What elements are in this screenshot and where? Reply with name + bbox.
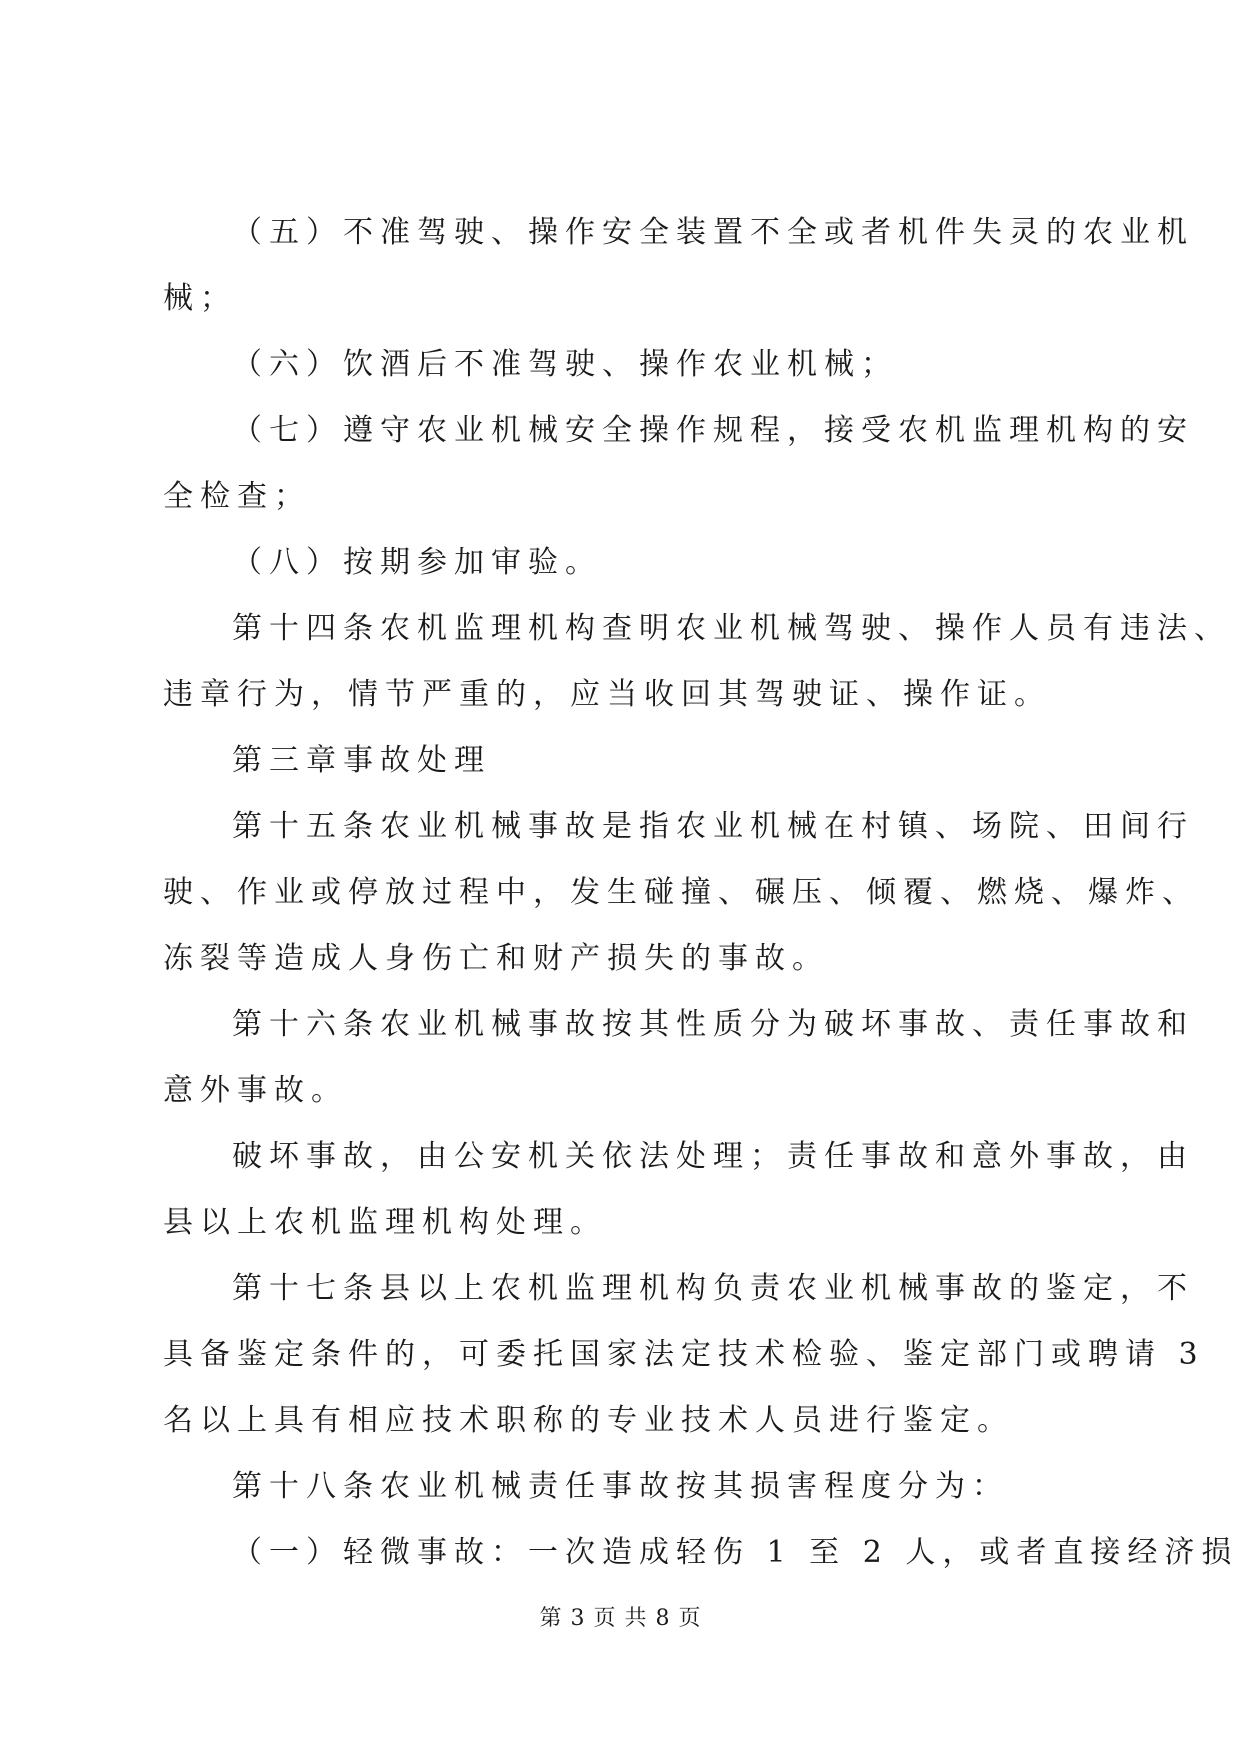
text-line: 第十七条县以上农机监理机构负责农业机械事故的鉴定，不 <box>232 1271 1194 1306</box>
text-line: 具备鉴定条件的，可委托国家法定技术检验、鉴定部门或聘请 3 <box>163 1337 1205 1372</box>
chapter-heading: 第三章事故处理 <box>232 743 491 778</box>
text-line: 冻裂等造成人身伤亡和财产损失的事故。 <box>163 941 829 976</box>
text-line: 械； <box>163 281 237 316</box>
text-line: 县以上农机监理机构处理。 <box>163 1205 607 1240</box>
text-line: 第十五条农业机械事故是指农业机械在村镇、场院、田间行 <box>232 809 1194 844</box>
text-line: 破坏事故，由公安机关依法处理；责任事故和意外事故，由 <box>232 1139 1194 1174</box>
text-line: （六）饮酒后不准驾驶、操作农业机械； <box>232 347 898 382</box>
text-line: （七）遵守农业机械安全操作规程，接受农机监理机构的安 <box>232 413 1194 448</box>
text-line: （一）轻微事故：一次造成轻伤 1 至 2 人，或者直接经济损 <box>232 1535 1239 1570</box>
text-line: 全检查； <box>163 479 311 514</box>
page-footer: 第 3 页 共 8 页 <box>539 1606 702 1631</box>
text-line: 违章行为，情节严重的，应当收回其驾驶证、操作证。 <box>163 677 1051 712</box>
text-line: 第十六条农业机械事故按其性质分为破坏事故、责任事故和 <box>232 1007 1194 1042</box>
text-line: 名以上具有相应技术职称的专业技术人员进行鉴定。 <box>163 1403 1014 1438</box>
text-line: （八）按期参加审验。 <box>232 545 602 580</box>
text-line: （五）不准驾驶、操作安全装置不全或者机件失灵的农业机 <box>232 215 1194 250</box>
text-line: 意外事故。 <box>163 1073 348 1108</box>
text-line: 驶、作业或停放过程中，发生碰撞、碾压、倾覆、燃烧、爆炸、 <box>163 875 1199 910</box>
text-line: 第十四条农机监理机构查明农业机械驾驶、操作人员有违法、 <box>232 611 1231 646</box>
text-line: 第十八条农业机械责任事故按其损害程度分为： <box>232 1469 1009 1504</box>
